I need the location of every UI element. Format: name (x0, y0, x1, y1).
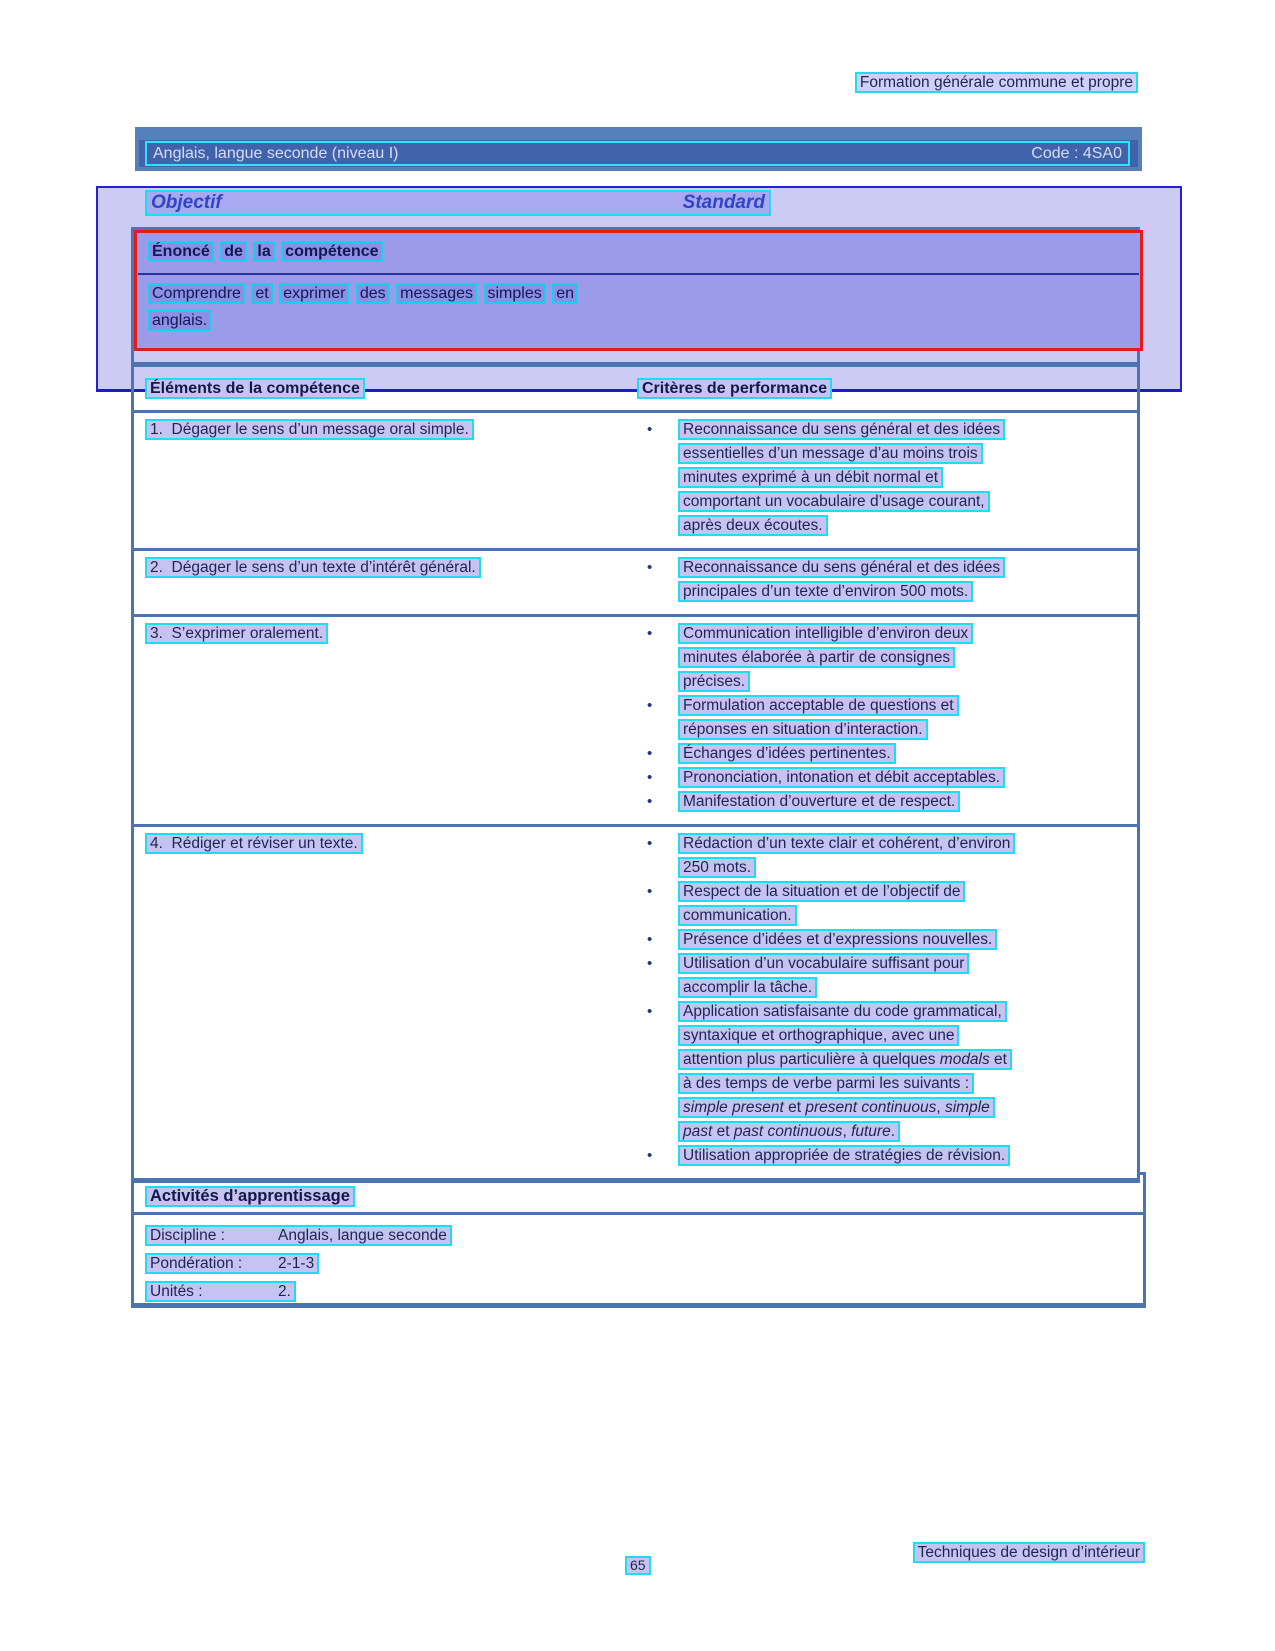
activity-value: Anglais, langue seconde (278, 1227, 447, 1244)
criterion-line: Prononciation, intonation et débit acceptables. (678, 767, 1005, 788)
word-highlight: simples (484, 283, 546, 304)
standard-heading: Standard (682, 192, 765, 213)
element-text: 4. Rédiger et réviser un texte. (145, 833, 363, 854)
bullet-icon: • (647, 793, 653, 810)
criterion-line: past et past continuous, future. (678, 1121, 900, 1142)
criterion-line: réponses en situation d’interaction. (678, 719, 928, 740)
bullet-icon: • (647, 931, 653, 948)
criterion-line: précises. (678, 671, 750, 692)
criterion (637, 953, 1131, 998)
bullet-icon: • (647, 1147, 653, 1164)
criteria-cell (637, 833, 1137, 1169)
criterion-line: Manifestation d’ouverture et de respect. (678, 791, 960, 812)
criterion-line: syntaxique et orthographique, avec une (678, 1025, 959, 1046)
criterion-line: 250 mots. (678, 857, 756, 878)
criteria-cell (637, 623, 1137, 815)
word-highlight: Énoncé (148, 241, 214, 262)
column-header-criteria: Critères de performance (637, 378, 832, 399)
word-highlight: et (251, 283, 272, 304)
word-highlight: exprimer (279, 283, 349, 304)
learning-activities-box (131, 1172, 1146, 1308)
criteria-cell (637, 419, 1137, 539)
table-row (134, 413, 1137, 548)
activity-line (145, 1225, 452, 1246)
course-title-highlight (145, 141, 1130, 166)
criterion-line: attention plus particulière à quelques modals et (678, 1049, 1012, 1070)
criterion-line: principales d’un texte d’environ 500 mots. (678, 581, 973, 602)
competence-statement-line (148, 310, 1140, 331)
criterion-line: minutes exprimé à un débit normal et (678, 467, 943, 488)
criterion-line: Application satisfaisante du code grammatical, (678, 1001, 1007, 1022)
course-title-bar-inner (139, 140, 1138, 167)
activity-row (145, 1281, 1143, 1302)
learning-activities-heading: Activités d’apprentissage (145, 1186, 355, 1207)
course-title-bar (135, 127, 1142, 171)
criterion-line: Échanges d’idées pertinentes. (678, 743, 896, 764)
word-highlight: en (552, 283, 578, 304)
criterion-line: minutes élaborée à partir de consignes (678, 647, 955, 668)
bullet-icon: • (647, 559, 653, 576)
criterion (637, 791, 1131, 812)
criterion-line: à des temps de verbe parmi les suivants : (678, 1073, 974, 1094)
criterion-line: Reconnaissance du sens général et des idées (678, 557, 1005, 578)
criterion (637, 881, 1131, 926)
activities-rows (134, 1215, 1143, 1302)
table-row (134, 548, 1137, 614)
bullet-icon: • (647, 1003, 653, 1020)
competence-statement-line (148, 283, 1140, 304)
word-highlight: compétence (281, 241, 382, 262)
activity-line (145, 1253, 319, 1274)
competence-statement-box (134, 230, 1143, 351)
activity-value: 2-1-3 (278, 1255, 315, 1272)
column-header-elements: Éléments de la compétence (145, 378, 365, 399)
word-highlight: Comprendre (148, 283, 245, 304)
criterion (637, 695, 1131, 740)
bullet-icon: • (647, 745, 653, 762)
table-row (134, 614, 1137, 824)
criterion-line: Reconnaissance du sens général et des idées (678, 419, 1005, 440)
activity-label: Pondération : (150, 1255, 243, 1272)
objective-standard-heading-bar (145, 190, 771, 216)
criterion-line: accomplir la tâche. (678, 977, 817, 998)
competence-table-header (134, 367, 1137, 413)
criterion-line: Utilisation d’un vocabulaire suffisant pour (678, 953, 969, 974)
criterion-line: simple present et present continuous, simple (678, 1097, 995, 1118)
bullet-icon: • (647, 955, 653, 972)
element-cell (134, 557, 637, 605)
footer-program-name: Techniques de design d’intérieur (913, 1542, 1145, 1563)
element-text: 1. Dégager le sens d’un message oral simple. (145, 419, 474, 440)
criterion-line: Communication intelligible d’environ deux (678, 623, 973, 644)
criterion (637, 767, 1131, 788)
competence-statement-body (137, 275, 1140, 331)
criterion (637, 743, 1131, 764)
activity-label: Discipline : (150, 1227, 225, 1244)
bullet-icon: • (647, 625, 653, 642)
bullet-icon: • (647, 421, 653, 438)
activity-line (145, 1281, 296, 1302)
course-code: Code : 4SA0 (1031, 144, 1122, 162)
criteria-cell (637, 557, 1137, 605)
criterion-line: Présence d’idées et d’expressions nouvelles. (678, 929, 997, 950)
element-cell (134, 833, 637, 1169)
competence-statement-heading (137, 233, 1140, 271)
criterion-line: Rédaction d’un texte clair et cohérent, d’environ (678, 833, 1015, 854)
element-cell (134, 419, 637, 539)
word-highlight: de (220, 241, 247, 262)
criterion (637, 1001, 1131, 1142)
criterion (637, 929, 1131, 950)
activity-row (145, 1225, 1143, 1246)
criterion (637, 557, 1131, 602)
table-row (134, 824, 1137, 1178)
element-cell (134, 623, 637, 815)
word-highlight: des (356, 283, 390, 304)
criterion-line: Formulation acceptable de questions et (678, 695, 959, 716)
criterion (637, 623, 1131, 692)
course-title: Anglais, langue seconde (niveau I) (153, 144, 399, 162)
objective-heading: Objectif (151, 192, 222, 213)
activity-row (145, 1253, 1143, 1274)
activity-label: Unités : (150, 1283, 203, 1300)
activity-value: 2. (278, 1283, 291, 1300)
word-highlight: la (253, 241, 274, 262)
running-head: Formation générale commune et propre (855, 72, 1138, 93)
criterion (637, 833, 1131, 878)
bullet-icon: • (647, 883, 653, 900)
page-number: 65 (625, 1556, 651, 1575)
word-highlight: anglais. (148, 310, 211, 331)
criterion-line: comportant un vocabulaire d’usage courant, (678, 491, 990, 512)
bullet-icon: • (647, 835, 653, 852)
criterion-line: communication. (678, 905, 797, 926)
criterion (637, 419, 1131, 536)
bullet-icon: • (647, 769, 653, 786)
criterion-line: après deux écoutes. (678, 515, 828, 536)
element-text: 3. S’exprimer oralement. (145, 623, 328, 644)
word-highlight: messages (396, 283, 477, 304)
criterion-line: essentielles d’un message d’au moins trois (678, 443, 983, 464)
competence-table (131, 362, 1140, 1183)
bullet-icon: • (647, 697, 653, 714)
criterion-line: Respect de la situation et de l’objectif de (678, 881, 965, 902)
criterion-line: Utilisation appropriée de stratégies de révision. (678, 1145, 1010, 1166)
table-body (134, 413, 1137, 1178)
criterion (637, 1145, 1131, 1166)
element-text: 2. Dégager le sens d’un texte d’intérêt général. (145, 557, 481, 578)
